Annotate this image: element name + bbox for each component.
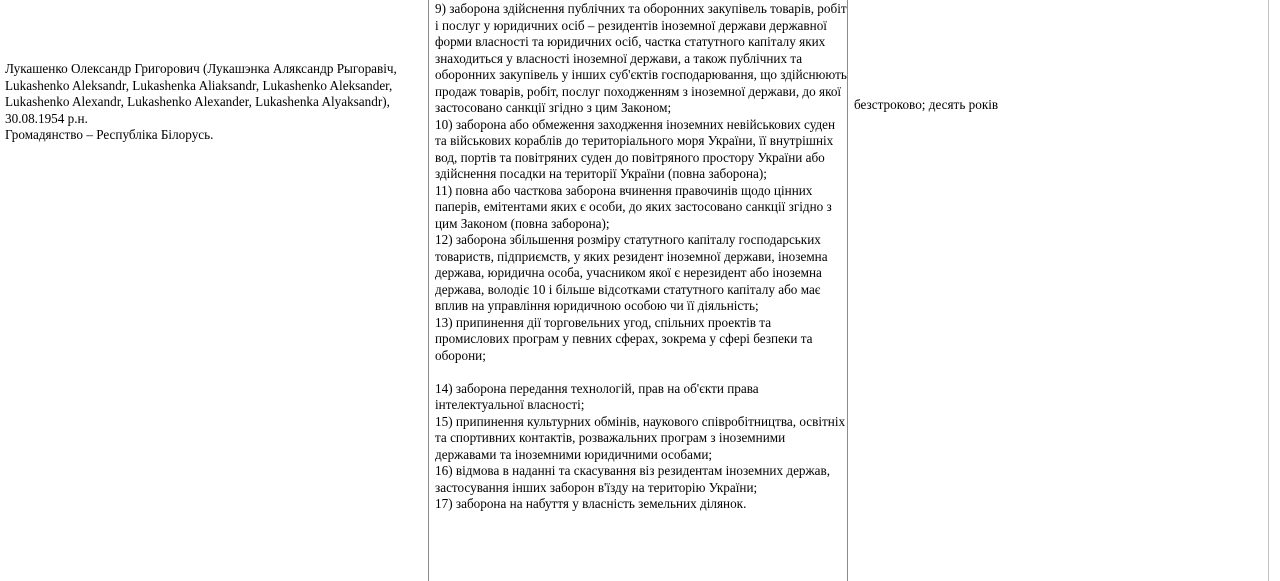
column-divider-left xyxy=(428,0,429,581)
sanctions-textblock xyxy=(435,1,847,513)
sanction-item-17: 17) заборона на набуття у власність земельних ділянок. xyxy=(435,496,747,511)
sanction-item-15: 15) припинення культурних обмінів, наукового співробітництва, освітніх та спортивних контактів, розважальних програм з іноземними державами та іноземними юридичними особами; xyxy=(435,413,846,462)
sanction-item-blank xyxy=(435,364,847,381)
duration-textblock xyxy=(854,97,1264,114)
sanction-item-10: 10) заборона або обмеження заходження іноземних невійськових суден та військових кораблів до територіального моря України, її внутрішніх вод, портів та повітряних суден до повітряного простору України або здійснення посадки на території України (повна заборона); xyxy=(435,116,836,181)
sanction-item-13: 13) припинення дії торговельних угод, спільних проектів та промислових програм у певних сферах, зокрема у сфері безпеки та оборони; xyxy=(435,314,813,363)
person-textblock xyxy=(5,61,426,144)
sanction-item-11: 11) повна або часткова заборона вчинення правочинів щодо цінних паперів, емітентами яких є особи, до яких застосовано санкції згідно з цим Законом (повна заборона); xyxy=(435,182,832,231)
column-divider-right xyxy=(1268,0,1269,581)
duration-cell xyxy=(848,0,1268,581)
sanctions-cell xyxy=(429,0,847,581)
duration-value: безстроково; десять років xyxy=(854,97,999,112)
sanction-item-12: 12) заборона збільшення розміру статутного капіталу господарських товариств, підприємств, у яких резидент іноземної держави, іноземна держава, юридична особа, учасником якої є нерезидент або іноземна держава, володіє 10 і більше відсотками статутного капіталу або має вплив на управління юридичною особою чи її діяльність; xyxy=(435,232,828,313)
person-citizenship: Громадянство – Республіка Білорусь. xyxy=(5,127,214,142)
person-cell xyxy=(0,0,428,581)
sanction-item-16: 16) відмова в наданні та скасування віз резидентам іноземних держав, застосування інших заборон в'їзду на територію України; xyxy=(435,463,831,495)
column-divider-middle xyxy=(847,0,848,581)
sanction-item-14: 14) заборона передання технологій, прав на об'єкти права інтелектуальної власності; xyxy=(435,380,759,412)
person-name: Лукашенко Олександр Григорович (Лукашэнка Аляксандр Рыгоравіч, Lukashenko Aleksandr, Lukashenka Aliaksandr, Lukashenko Aleksander, Lukashenko Alexandr, Lukashenko Alexander, Lukashenka Alyaksandr), 30.08.1954 р.н. xyxy=(5,61,397,126)
sanction-item-9: 9) заборона здійснення публічних та оборонних закупівель товарів, робіт і послуг у юридичних осіб – резидентів іноземної держави державної форми власності та юридичних осіб, частка статутного капіталу яких знаходиться у власності іноземної держави, а також публічних та оборонних закупівель у інших суб'єктів господарювання, що здійснюють продаж товарів, робіт, послуг походженням з іноземної держави, до якої застосовано санкції згідно з цим Законом; xyxy=(435,1,847,115)
